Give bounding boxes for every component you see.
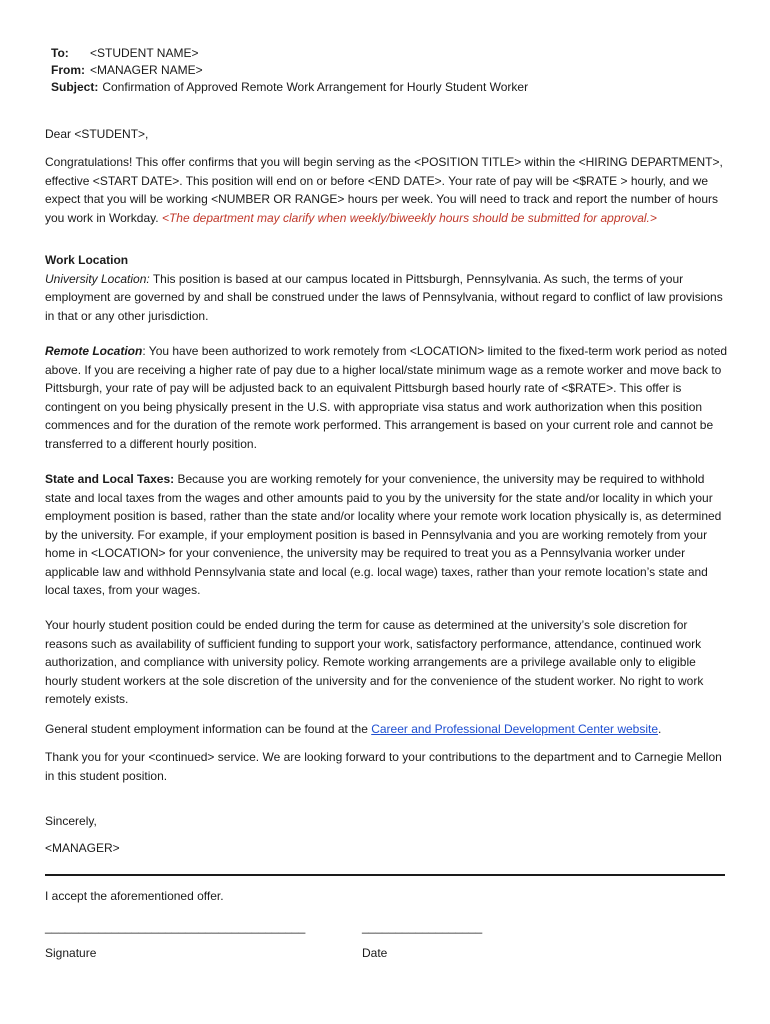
- acceptance-statement: I accept the aforementioned offer.: [45, 889, 224, 903]
- from-label: From:: [51, 63, 85, 77]
- intro-paragraph: [45, 153, 730, 227]
- work-location-heading: Work Location: [45, 253, 129, 267]
- intro-text: Congratulations! This offer confirms that you will begin serving as the <POSITION TITLE> within the <HIRING DEPARTMENT>, effective <START DATE>. This position will end on or before <END DATE>. Your rate of pay will be <$RATE > hourly, and we expect that you will be working <NUMBER OR RANGE> hours per week. You will need to track and report the number of hours you work in Workday.: [45, 155, 723, 225]
- manager-signoff: <MANAGER>: [45, 841, 120, 855]
- subject-value: Confirmation of Approved Remote Work Arrangement for Hourly Student Worker: [102, 80, 529, 94]
- general-info-paragraph: [45, 720, 730, 739]
- date-label: Date: [362, 946, 388, 960]
- university-location-label: University Location:: [45, 271, 150, 286]
- subject-label: Subject:: [51, 80, 99, 94]
- closing: Sincerely,: [45, 814, 97, 828]
- to-label: To:: [51, 46, 69, 60]
- greeting: Dear <STUDENT>,: [45, 127, 149, 141]
- university-location-text: This position is based at our campus located in Pittsburgh, Pennsylvania. As such, the terms of your employment are governed by and shall be construed under the laws of Pennsylvania, without regard to conflict of law provisions in that or any other jurisdiction.: [45, 271, 723, 323]
- remote-location-text: : You have been authorized to work remotely from <LOCATION> limited to the fixed-term work period as noted above. If you are receiving a higher rate of pay due to a higher local/state minimum wage as a remote worker and move back to Pittsburgh, your rate of pay will be adjusted back to an equivalent Pittsburgh based hourly rate of <$RATE>. This offer is contingent on you being physically present in the U.S. with appropriate visa status and work authorization when this position commences and for the duration of the remote work performed. This arrangement is based on your current role and cannot be transferred to a different hourly position.: [45, 344, 728, 451]
- memo-header: [51, 45, 528, 96]
- general-info-suffix: .: [658, 722, 662, 736]
- divider: [45, 874, 725, 876]
- to-row: [51, 45, 528, 62]
- taxes-label: State and Local Taxes:: [45, 472, 175, 486]
- taxes-text: Because you are working remotely for your convenience, the university may be required to withhold state and local taxes from the wages and other amounts paid to you by the university for the state and/or locality in which your employment position is based, rather than the state and/or locality where your remote work location physically is, as determined by the university. For example, if your employment position is based in Pennsylvania and you are working remotely from your home in <LOCATION> for your convenience, the university may be required to treat you as a Pennsylvania worker under applicable law and withhold Pennsylvania state and local (e.g. local wage) taxes, rather than your remote location’s state and local taxes, from your wages.: [45, 472, 722, 597]
- general-info-prefix: General student employment information can be found at the: [45, 722, 372, 736]
- from-row: [51, 62, 528, 79]
- termination-paragraph: Your hourly student position could be ended during the term for cause as determined at the university’s sole discretion for reasons such as availability of sufficient funding to support your work, satisfactory performance, attendance, continued work authorization, and compliance with university policy. Remote working arrangements are a privilege available only to eligible hourly student workers at the sole discretion of the university and for the convenience of the student worker. No right to work remotely exists.: [45, 618, 704, 706]
- department-note: <The department may clarify when weekly/biweekly hours should be submitted for approval.>: [161, 210, 657, 225]
- signature-label: Signature: [45, 946, 97, 960]
- taxes-paragraph: [45, 470, 730, 600]
- work-location-section: [45, 251, 730, 325]
- remote-location-label: Remote Location: [45, 344, 143, 358]
- career-center-link[interactable]: Career and Professional Development Center website: [371, 722, 659, 736]
- date-line: __________________: [362, 920, 483, 934]
- subject-row: [51, 79, 528, 96]
- thanks-paragraph: Thank you for your <continued> service. We are looking forward to your contributions to the department and to Carnegie Mellon in this student position.: [45, 750, 722, 783]
- from-value: <MANAGER NAME>: [90, 63, 203, 77]
- to-value: <STUDENT NAME>: [90, 46, 199, 60]
- remote-location-paragraph: [45, 342, 730, 453]
- signature-line: _______________________________________: [45, 920, 306, 934]
